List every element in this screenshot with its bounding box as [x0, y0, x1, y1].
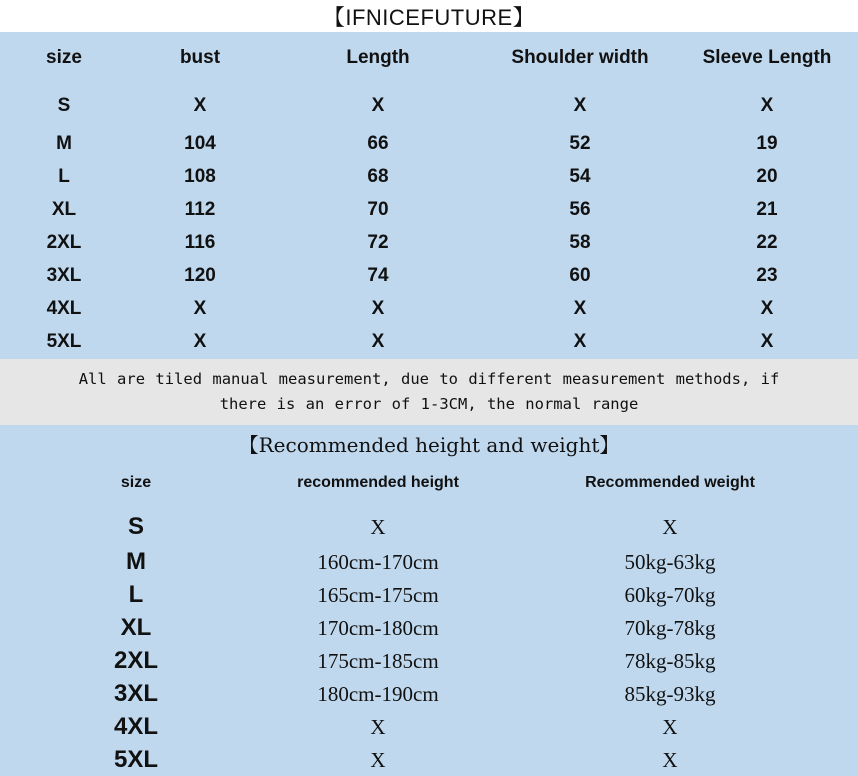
length-cell: 70 [367, 199, 389, 220]
rec-header-height: recommended height [297, 474, 459, 491]
rec-height-cell: 165cm-175cm [317, 582, 439, 607]
length-cell: 74 [367, 265, 389, 286]
rec-weight-cell: 50kg-63kg [624, 549, 716, 574]
rec-size-cell: M [126, 548, 146, 575]
length-cell: 68 [367, 166, 389, 187]
size-cell: 5XL [46, 331, 82, 352]
length-cell: X [371, 298, 385, 319]
table-row [0, 744, 858, 776]
size-cell: XL [51, 199, 77, 220]
table-row [0, 612, 858, 644]
rec-weight-cell: X [662, 714, 678, 739]
shoulder-cell: 60 [569, 265, 591, 286]
table-row [0, 678, 858, 710]
recommendation-title: 【Recommended height and weight】 [238, 432, 620, 457]
length-cell: 66 [367, 133, 389, 154]
rec-height-cell: 170cm-180cm [317, 615, 439, 640]
size-cell: L [58, 166, 70, 187]
rec-weight-cell: X [662, 747, 678, 772]
rec-height-cell: 160cm-170cm [317, 549, 439, 574]
length-cell: X [371, 331, 385, 352]
rec-header-size: size [120, 474, 152, 491]
length-cell: X [371, 95, 385, 116]
rec-size-cell: XL [120, 614, 152, 641]
rec-weight-cell: 60kg-70kg [624, 582, 716, 607]
bust-cell: X [193, 331, 207, 352]
rec-height-cell: X [370, 714, 386, 739]
size-measurement-table [0, 32, 858, 359]
sleeve-cell: X [760, 331, 774, 352]
rec-size-cell: 2XL [113, 647, 159, 674]
rec-size-cell: 4XL [113, 713, 159, 740]
table-row [0, 162, 858, 192]
shoulder-cell: 58 [569, 232, 591, 253]
table-row [0, 91, 858, 121]
header-sleeve-length: Sleeve Length [702, 47, 832, 68]
measurement-note [0, 359, 858, 425]
table-row [0, 261, 858, 291]
header-size: size [46, 47, 82, 68]
table-row [0, 327, 858, 357]
rec-size-cell: L [128, 581, 144, 608]
table-row [0, 579, 858, 611]
table-row [0, 511, 858, 543]
rec-weight-cell: X [662, 514, 678, 539]
sleeve-cell: X [760, 298, 774, 319]
rec-height-cell: X [370, 514, 386, 539]
size-cell: 3XL [46, 265, 82, 286]
header-length: Length [346, 47, 410, 68]
sleeve-cell: 21 [756, 199, 778, 220]
table-row [0, 546, 858, 578]
bust-cell: 112 [184, 199, 216, 220]
rec-height-cell: X [370, 747, 386, 772]
sleeve-cell: 22 [756, 232, 778, 253]
bust-cell: 120 [184, 265, 216, 286]
rec-size-cell: S [127, 513, 145, 540]
shoulder-cell: X [573, 331, 587, 352]
size-cell: 4XL [46, 298, 82, 319]
size-cell: S [57, 95, 71, 116]
table-row [0, 645, 858, 677]
size-cell: 2XL [46, 232, 82, 253]
table-row [0, 228, 858, 258]
bust-cell: 116 [184, 232, 216, 253]
size-cell: M [56, 133, 72, 154]
header-shoulder-width: Shoulder width [511, 47, 649, 68]
recommendation-table [0, 425, 858, 776]
bust-cell: 108 [184, 166, 216, 187]
shoulder-cell: X [573, 298, 587, 319]
sleeve-cell: 23 [756, 265, 778, 286]
bust-cell: X [193, 95, 207, 116]
rec-weight-cell: 78kg-85kg [624, 648, 716, 673]
rec-size-cell: 5XL [113, 746, 159, 773]
bust-cell: X [193, 298, 207, 319]
brand-title: 【IFNICEFUTURE】 [0, 0, 858, 32]
header-bust: bust [179, 47, 221, 68]
rec-weight-cell: 85kg-93kg [624, 681, 716, 706]
bust-cell: 104 [184, 133, 216, 154]
length-cell: 72 [367, 232, 389, 253]
sleeve-cell: X [760, 95, 774, 116]
table-row [0, 711, 858, 743]
rec-height-cell: 175cm-185cm [317, 648, 439, 673]
table-row [0, 195, 858, 225]
note-line-2: there is an error of 1-3CM, the normal range [219, 395, 639, 413]
shoulder-cell: 52 [569, 133, 591, 154]
table-row [0, 129, 858, 159]
shoulder-cell: X [573, 95, 587, 116]
rec-height-cell: 180cm-190cm [317, 681, 439, 706]
note-line-1: All are tiled manual measurement, due to different measurement methods, if [78, 370, 780, 388]
shoulder-cell: 56 [569, 199, 591, 220]
recommendation-header-row [0, 467, 858, 499]
table-row [0, 294, 858, 324]
table-header-row [0, 43, 858, 73]
rec-header-weight: Recommended weight [585, 474, 755, 491]
rec-weight-cell: 70kg-78kg [624, 615, 716, 640]
rec-size-cell: 3XL [113, 680, 159, 707]
shoulder-cell: 54 [569, 166, 591, 187]
sleeve-cell: 20 [756, 166, 778, 187]
sleeve-cell: 19 [756, 133, 778, 154]
